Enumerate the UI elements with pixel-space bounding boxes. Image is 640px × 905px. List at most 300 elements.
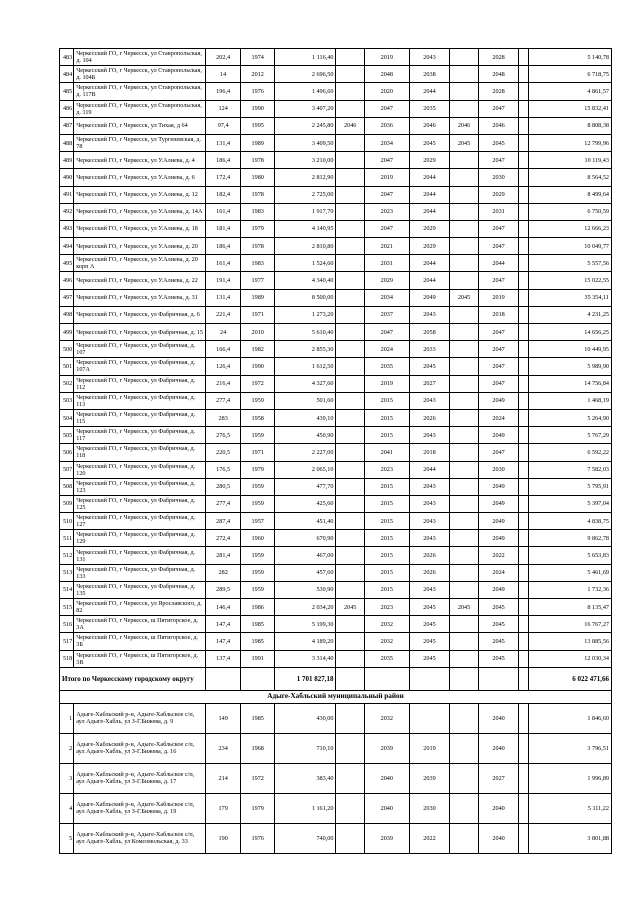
area-cell: 281,4 [206, 547, 241, 564]
table-row [60, 324, 612, 341]
year-col-b: 2035 [364, 358, 409, 375]
year-col-c: 2044 [409, 83, 450, 100]
year-col-a [336, 444, 364, 461]
year-col-b: 2048 [364, 66, 409, 83]
year-col-e: 2029 [478, 186, 519, 203]
address-cell: Адыге-Хабльский р-н, Адыге-Хабльское с/п, аул Адыге-Хабль, ул З-Г.Бижева, д. 17 [74, 763, 206, 793]
year-col-d [450, 100, 478, 117]
year-col-d [450, 324, 478, 341]
row-number: 513 [60, 564, 74, 581]
address-cell: Черкесский ГО, г Черкесск, ул У.Алиева, д. 20 [74, 238, 206, 255]
area-cell: 181,4 [206, 220, 241, 237]
year-cell: 1959 [240, 564, 275, 581]
year-col-d [450, 733, 478, 763]
year-col-d [450, 341, 478, 358]
address-cell: Черкесский ГО, г Черкесск, ул Фабричная, д. 120 [74, 461, 206, 478]
year-col-d [450, 306, 478, 323]
cost-cell: 1 116,40 [275, 49, 336, 66]
table-row [60, 444, 612, 461]
address-cell: Черкесский ГО, г Черкесск, ул Фабричная, д. 125 [74, 495, 206, 512]
year-col-c: 2030 [409, 793, 450, 823]
area-cell: 147,4 [206, 633, 241, 650]
year-col-a [336, 703, 364, 733]
row-number: 504 [60, 409, 74, 426]
cost-cell: 5 199,30 [275, 616, 336, 633]
year-cell: 1983 [240, 203, 275, 220]
address-cell: Черкесский ГО, г Черкесск, ул Фабричная, д. 15 [74, 324, 206, 341]
year-cell: 1959 [240, 495, 275, 512]
address-cell: Черкесский ГО, г Черкесск, ул У.Алиева, д. 14А [74, 203, 206, 220]
year-col-a [336, 66, 364, 83]
year-col-b: 2019 [364, 375, 409, 392]
year-col-d [450, 478, 478, 495]
total-cost-cell: 5 140,78 [528, 49, 611, 66]
year-col-b: 2019 [364, 49, 409, 66]
table-row [60, 117, 612, 134]
table-row [60, 272, 612, 289]
row-number: 499 [60, 324, 74, 341]
year-col-d [450, 220, 478, 237]
year-col-e: 2047 [478, 358, 519, 375]
table-row [60, 530, 612, 547]
area-cell: 186,4 [206, 152, 241, 169]
year-col-e: 2049 [478, 581, 519, 598]
year-col-d [450, 633, 478, 650]
year-col-b: 2031 [364, 255, 409, 272]
spacer-cell [519, 134, 528, 151]
area-cell: 124 [206, 100, 241, 117]
year-cell: 1980 [240, 169, 275, 186]
total-cost-cell: 9 862,78 [528, 530, 611, 547]
year-col-a [336, 427, 364, 444]
year-cell: 1971 [240, 306, 275, 323]
year-col-b: 2035 [364, 650, 409, 667]
total-cost-cell: 5 653,83 [528, 547, 611, 564]
address-cell: Черкесский ГО, г Черкесск, ул У.Алиева, д. 18 [74, 220, 206, 237]
year-col-a: 2046 [336, 117, 364, 134]
address-cell: Черкесский ГО, г Черкесск, ул Фабричная, д. 6 [74, 306, 206, 323]
total-cost-cell: 8 135,47 [528, 599, 611, 616]
blank [478, 667, 519, 690]
table-row [60, 763, 612, 793]
area-cell: 176,5 [206, 461, 241, 478]
year-col-e: 2049 [478, 495, 519, 512]
row-number: 514 [60, 581, 74, 598]
area-cell: 214 [206, 763, 241, 793]
year-col-b: 2039 [364, 733, 409, 763]
row-number: 503 [60, 392, 74, 409]
cost-cell: 4 189,20 [275, 633, 336, 650]
total-cost-cell: 5 264,90 [528, 409, 611, 426]
year-col-c: 2058 [409, 324, 450, 341]
year-col-c: 2046 [409, 117, 450, 134]
year-col-e: 2045 [478, 616, 519, 633]
spacer-cell [519, 255, 528, 272]
table-row [60, 134, 612, 151]
spacer-cell [519, 238, 528, 255]
year-col-e: 2030 [478, 169, 519, 186]
address-cell: Черкесский ГО, г Черкесск, ул У.Алиева, д. 20 корп А [74, 255, 206, 272]
cost-cell: 2 812,90 [275, 169, 336, 186]
year-cell: 1959 [240, 478, 275, 495]
year-col-d [450, 823, 478, 853]
address-cell: Черкесский ГО, г Черкесск, ул У.Алиева, д. 31 [74, 289, 206, 306]
row-number: 501 [60, 358, 74, 375]
year-col-d [450, 564, 478, 581]
table-row [60, 341, 612, 358]
total-cost-cell: 12 030,34 [528, 650, 611, 667]
year-col-c: 2029 [409, 220, 450, 237]
address-cell: Черкесский ГО, г Черкесск, ул Фабричная, д. 127 [74, 513, 206, 530]
year-col-a [336, 152, 364, 169]
cost-cell: 710,10 [275, 733, 336, 763]
year-col-e: 2047 [478, 375, 519, 392]
area-cell: 220,5 [206, 444, 241, 461]
year-cell: 1983 [240, 255, 275, 272]
year-col-c: 2043 [409, 530, 450, 547]
year-col-a [336, 306, 364, 323]
spacer-cell [519, 220, 528, 237]
address-cell: Адыге-Хабльский р-н, Адыге-Хабльское с/п, аул Адыге-Хабль, ул З-Г.Бижева, д. 16 [74, 733, 206, 763]
cost-cell: 4 140,95 [275, 220, 336, 237]
total-cost-cell: 3 796,51 [528, 733, 611, 763]
year-col-b: 2023 [364, 599, 409, 616]
year-col-c: 2044 [409, 169, 450, 186]
table-row [60, 461, 612, 478]
cost-cell: 2 034,20 [275, 599, 336, 616]
year-col-a [336, 530, 364, 547]
area-cell: 14 [206, 66, 241, 83]
total-cost-cell: 5 397,04 [528, 495, 611, 512]
spacer-cell [519, 793, 528, 823]
year-col-a [336, 358, 364, 375]
area-cell: 172,4 [206, 169, 241, 186]
year-col-d [450, 203, 478, 220]
blank [206, 667, 241, 690]
year-col-e: 2047 [478, 220, 519, 237]
table-row [60, 823, 612, 853]
year-col-c: 2045 [409, 358, 450, 375]
total-cost-cell: 1 846,60 [528, 703, 611, 733]
total-cost-cell: 6 592,22 [528, 444, 611, 461]
row-number: 506 [60, 444, 74, 461]
table-row [60, 306, 612, 323]
spacer-cell [519, 83, 528, 100]
year-col-d [450, 83, 478, 100]
year-col-b: 2024 [364, 341, 409, 358]
spacer-cell [519, 633, 528, 650]
area-cell: 277,4 [206, 495, 241, 512]
address-cell: Черкесский ГО, г Черкесск, ш Пятигорское, д. 3Б [74, 633, 206, 650]
year-col-a [336, 581, 364, 598]
year-col-d [450, 255, 478, 272]
area-cell: 280,5 [206, 478, 241, 495]
year-col-d: 2045 [450, 134, 478, 151]
year-col-a [336, 547, 364, 564]
year-cell: 1978 [240, 186, 275, 203]
year-col-c: 2045 [409, 134, 450, 151]
total-cost-cell: 8 564,52 [528, 169, 611, 186]
spacer-cell [519, 186, 528, 203]
year-col-b: 2015 [364, 409, 409, 426]
total-cost-cell: 10 049,77 [528, 238, 611, 255]
spacer-cell [519, 324, 528, 341]
cost-cell: 4 340,40 [275, 272, 336, 289]
total-cost-cell: 4 861,57 [528, 83, 611, 100]
year-col-e: 2018 [478, 306, 519, 323]
year-col-b: 2015 [364, 478, 409, 495]
year-cell: 1957 [240, 513, 275, 530]
year-cell: 1991 [240, 650, 275, 667]
year-col-c: 2043 [409, 581, 450, 598]
total-cost-cell: 12 799,96 [528, 134, 611, 151]
cost-cell: 4 327,60 [275, 375, 336, 392]
cost-cell: 670,90 [275, 530, 336, 547]
year-cell: 1978 [240, 238, 275, 255]
row-number: 502 [60, 375, 74, 392]
year-cell: 1979 [240, 461, 275, 478]
spacer-cell [519, 152, 528, 169]
year-col-b: 2023 [364, 203, 409, 220]
total-cost-cell: 5 989,90 [528, 358, 611, 375]
total-cost-cell: 4 231,25 [528, 306, 611, 323]
year-col-c: 2043 [409, 427, 450, 444]
row-number: 5 [60, 823, 74, 853]
year-cell: 1971 [240, 444, 275, 461]
total-cost-cell: 14 756,84 [528, 375, 611, 392]
total-label: Итого по Черкесскому городскому округу [60, 667, 206, 690]
year-col-e: 2045 [478, 633, 519, 650]
year-col-a [336, 823, 364, 853]
spacer-cell [519, 823, 528, 853]
table-row [60, 186, 612, 203]
cost-cell: 451,40 [275, 513, 336, 530]
year-col-e: 2040 [478, 733, 519, 763]
year-col-e: 2024 [478, 409, 519, 426]
year-col-a [336, 650, 364, 667]
spacer-cell [519, 49, 528, 66]
year-col-c: 2018 [409, 444, 450, 461]
total-row [60, 667, 612, 690]
spacer-cell [519, 272, 528, 289]
row-number: 510 [60, 513, 74, 530]
spacer-cell [519, 581, 528, 598]
cost-cell: 439,10 [275, 409, 336, 426]
cost-cell: 5 610,40 [275, 324, 336, 341]
year-col-a [336, 83, 364, 100]
cost-cell: 450,90 [275, 427, 336, 444]
area-cell: 161,4 [206, 203, 241, 220]
spacer-cell [519, 478, 528, 495]
section-title: Адыге-Хабльский муниципальный район [60, 690, 612, 703]
year-col-d [450, 444, 478, 461]
address-cell: Черкесский ГО, г Черкесск, ул Ставропольская, д. 104Б [74, 66, 206, 83]
address-cell: Черкесский ГО, г Черкесск, ул Фабричная, д. 112 [74, 375, 206, 392]
year-col-c: 2022 [409, 823, 450, 853]
year-col-a [336, 220, 364, 237]
year-col-e: 2047 [478, 324, 519, 341]
year-col-a [336, 341, 364, 358]
year-col-e: 2044 [478, 255, 519, 272]
year-col-e: 2022 [478, 547, 519, 564]
year-col-e: 2049 [478, 478, 519, 495]
cost-cell: 1 273,20 [275, 306, 336, 323]
address-cell: Черкесский ГО, г Черкесск, ул У.Алиева, д. 4 [74, 152, 206, 169]
year-cell: 1959 [240, 392, 275, 409]
year-col-b: 2015 [364, 392, 409, 409]
year-col-c: 2043 [409, 306, 450, 323]
total-cost-cell: 15 022,55 [528, 272, 611, 289]
year-col-b: 2047 [364, 100, 409, 117]
total-cost-cell: 5 795,91 [528, 478, 611, 495]
year-cell: 1977 [240, 272, 275, 289]
total-cost-cell: 6 718,75 [528, 66, 611, 83]
cost-cell: 2 245,80 [275, 117, 336, 134]
blank [240, 667, 275, 690]
spacer-cell [519, 530, 528, 547]
total-cost-cell: 6 750,59 [528, 203, 611, 220]
year-col-d: 2045 [450, 599, 478, 616]
year-col-a [336, 616, 364, 633]
year-col-a [336, 793, 364, 823]
year-col-b: 2015 [364, 564, 409, 581]
row-number: 1 [60, 703, 74, 733]
total-cost-cell: 1 468,19 [528, 392, 611, 409]
row-number: 491 [60, 186, 74, 203]
area-cell: 287,4 [206, 513, 241, 530]
row-number: 484 [60, 66, 74, 83]
table-row [60, 409, 612, 426]
year-cell: 1978 [240, 152, 275, 169]
total-cost-cell: 5 111,22 [528, 793, 611, 823]
spacer-cell [519, 444, 528, 461]
year-col-c: 2044 [409, 186, 450, 203]
address-cell: Черкесский ГО, г Черкесск, ул Фабричная, д. 135 [74, 581, 206, 598]
year-col-e: 2047 [478, 272, 519, 289]
year-col-b: 2047 [364, 220, 409, 237]
table-row [60, 203, 612, 220]
year-cell: 1976 [240, 83, 275, 100]
year-col-c: 2026 [409, 547, 450, 564]
table-row [60, 564, 612, 581]
table-row [60, 152, 612, 169]
year-col-d [450, 272, 478, 289]
year-col-e: 2028 [478, 83, 519, 100]
cost-cell: 425,60 [275, 495, 336, 512]
spacer-cell [519, 513, 528, 530]
cost-cell: 530,90 [275, 581, 336, 598]
year-col-b: 2015 [364, 513, 409, 530]
total-cost-cell: 8 808,38 [528, 117, 611, 134]
spacer-cell [519, 341, 528, 358]
area-cell: 24 [206, 324, 241, 341]
address-cell: Черкесский ГО, г Черкесск, ул Тургеневская, д. 78 [74, 134, 206, 151]
spacer-cell [519, 392, 528, 409]
year-col-a [336, 478, 364, 495]
area-cell: 272,4 [206, 530, 241, 547]
area-cell: 186,4 [206, 238, 241, 255]
table-row [60, 616, 612, 633]
cost-cell: 430,00 [275, 703, 336, 733]
address-cell: Черкесский ГО, г Черкесск, ул Тихая, д 64 [74, 117, 206, 134]
table-row [60, 427, 612, 444]
table-row [60, 633, 612, 650]
year-col-d [450, 152, 478, 169]
year-col-d [450, 547, 478, 564]
area-cell: 276,5 [206, 427, 241, 444]
year-col-c: 2043 [409, 49, 450, 66]
year-cell: 1972 [240, 375, 275, 392]
row-number: 509 [60, 495, 74, 512]
row-number: 493 [60, 220, 74, 237]
year-cell: 1974 [240, 49, 275, 66]
cost-cell: 2 227,00 [275, 444, 336, 461]
year-col-d [450, 49, 478, 66]
year-col-a [336, 289, 364, 306]
year-col-b: 2032 [364, 703, 409, 733]
address-cell: Черкесский ГО, г Черкесск, ул Фабричная, д. 107 [74, 341, 206, 358]
year-col-c: 2035 [409, 100, 450, 117]
address-cell: Черкесский ГО, г Черкесск, ул Фабричная, д. 117 [74, 427, 206, 444]
area-cell: 161,4 [206, 255, 241, 272]
year-col-c: 2019 [409, 733, 450, 763]
year-col-d [450, 66, 478, 83]
year-col-e: 2047 [478, 238, 519, 255]
year-col-c: 2045 [409, 650, 450, 667]
table-row [60, 547, 612, 564]
table-row [60, 358, 612, 375]
cost-cell: 2 065,10 [275, 461, 336, 478]
cost-cell: 3 407,20 [275, 100, 336, 117]
year-col-d [450, 427, 478, 444]
year-col-e: 2049 [478, 427, 519, 444]
year-col-e: 2030 [478, 461, 519, 478]
area-cell: 202,4 [206, 49, 241, 66]
year-col-d [450, 169, 478, 186]
year-col-c: 2044 [409, 203, 450, 220]
address-cell: Черкесский ГО, г Черкесск, ул У.Алиева, д. 22 [74, 272, 206, 289]
year-col-a [336, 238, 364, 255]
total-cost-cell: 10 449,95 [528, 341, 611, 358]
spacer-cell [519, 616, 528, 633]
table-row [60, 49, 612, 66]
year-col-c: 2029 [409, 152, 450, 169]
year-col-e: 2047 [478, 100, 519, 117]
area-cell: 196,4 [206, 83, 241, 100]
cost-cell: 457,60 [275, 564, 336, 581]
row-number: 516 [60, 616, 74, 633]
year-col-c: 2027 [409, 375, 450, 392]
address-cell: Черкесский ГО, г Черкесск, ул Фабричная, д. 131 [74, 547, 206, 564]
year-col-a [336, 375, 364, 392]
table-row [60, 599, 612, 616]
total-cost-cell: 12 666,23 [528, 220, 611, 237]
total-cost-cell: 7 582,03 [528, 461, 611, 478]
year-col-b: 2047 [364, 186, 409, 203]
year-col-d [450, 461, 478, 478]
area-cell: 190 [206, 823, 241, 853]
area-cell: 216,4 [206, 375, 241, 392]
spacer-cell [519, 650, 528, 667]
area-cell: 126,4 [206, 358, 241, 375]
address-cell: Адыге-Хабльский р-н, Адыге-Хабльское с/п, аул Адыге-Хабль, ул З-Г.Бижева, д. 19 [74, 793, 206, 823]
address-cell: Адыге-Хабльский р-н, Адыге-Хабльское с/п, аул Адыге-Хабль, ул Комсомольская, д. 33 [74, 823, 206, 853]
table-row [60, 169, 612, 186]
year-col-d: 2046 [450, 117, 478, 134]
year-cell: 1985 [240, 633, 275, 650]
year-cell: 1960 [240, 530, 275, 547]
address-cell: Черкесский ГО, г Черкесск, ул Фабричная, д. 115 [74, 409, 206, 426]
